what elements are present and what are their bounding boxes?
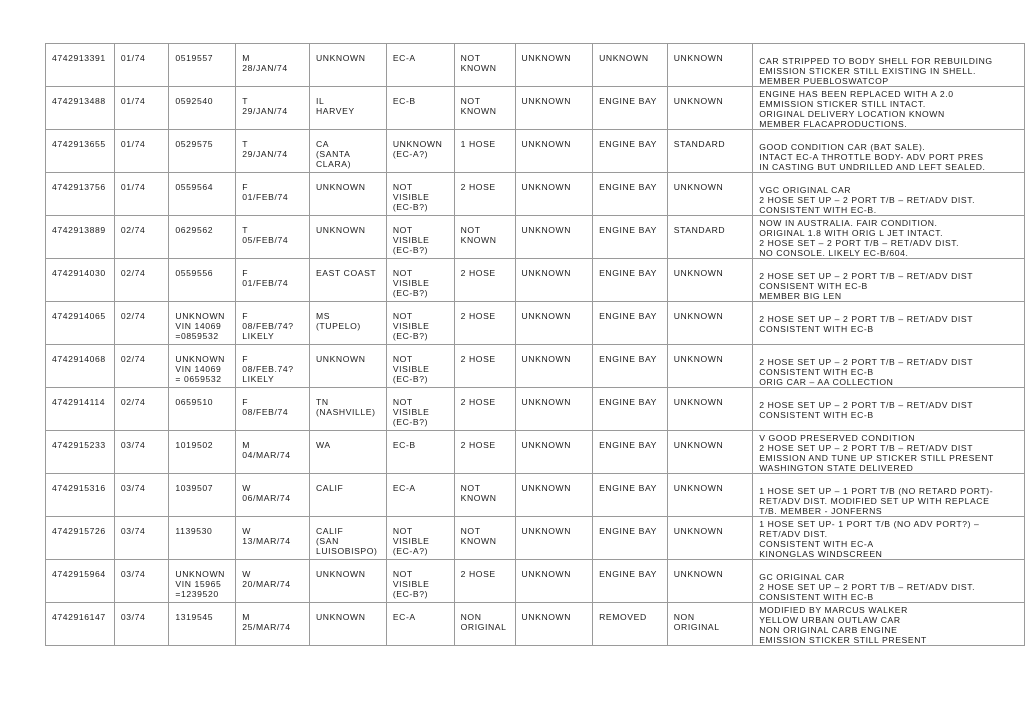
delivery-location-cell: TN (NASHVILLE) [309,388,386,431]
build-month-cell: 02/74 [114,345,169,388]
field-8-cell: UNKNOWN [515,431,593,474]
vacuum-hoses-cell: NOT KNOWN [454,87,515,130]
build-month-cell: 01/74 [114,87,169,130]
emission-control-cell: NOT VISIBLE (EC-B?) [386,259,454,302]
build-month-cell: 01/74 [114,130,169,173]
sticker-location-cell: ENGINE BAY [593,130,668,173]
body-number-cell: 1139530 [169,517,236,560]
notes-cell: 2 HOSE SET UP – 2 PORT T/B – RET/ADV DIST CONSISTENT WITH EC-B ORIG CAR – AA COLLECTION [753,345,1025,388]
delivery-location-cell: UNKNOWN [309,173,386,216]
build-month-cell: 01/74 [114,173,169,216]
vin-cell: 4742914030 [46,259,115,302]
vin-cell: 4742913655 [46,130,115,173]
field-10-cell: STANDARD [667,216,752,259]
body-number-cell: UNKNOWN VIN 15965 =1239520 [169,560,236,603]
notes-cell: 1 HOSE SET UP- 1 PORT T/B (NO ADV PORT?) – RET/ADV DIST. CONSISTENT WITH EC-A KINONGLAS WINDSCREEN [753,517,1025,560]
body-number-cell: UNKNOWN VIN 14069 = 0659532 [169,345,236,388]
table-row [46,130,1025,173]
vacuum-hoses-cell: 2 HOSE [454,302,515,345]
build-date-cell: M 04/MAR/74 [236,431,310,474]
emission-control-cell: NOT VISIBLE (EC-B?) [386,345,454,388]
delivery-location-cell: UNKNOWN [309,603,386,646]
sticker-location-cell: ENGINE BAY [593,216,668,259]
body-number-cell: 0519557 [169,44,236,87]
delivery-location-cell: UNKNOWN [309,216,386,259]
emission-control-cell: EC-B [386,431,454,474]
build-month-cell: 03/74 [114,431,169,474]
field-10-cell: UNKNOWN [667,474,752,517]
registry-table [45,43,1025,646]
build-month-cell: 02/74 [114,388,169,431]
sticker-location-cell: ENGINE BAY [593,560,668,603]
delivery-location-cell: UNKNOWN [309,560,386,603]
vacuum-hoses-cell: 2 HOSE [454,560,515,603]
build-month-cell: 03/74 [114,603,169,646]
field-8-cell: UNKNOWN [515,173,593,216]
delivery-location-cell: UNKNOWN [309,345,386,388]
build-date-cell: F 08/FEB.74? LIKELY [236,345,310,388]
field-10-cell: UNKNOWN [667,388,752,431]
sticker-location-cell: ENGINE BAY [593,173,668,216]
emission-control-cell: NOT VISIBLE (EC-B?) [386,302,454,345]
field-10-cell: STANDARD [667,130,752,173]
build-date-cell: T 29/JAN/74 [236,87,310,130]
notes-cell: 2 HOSE SET UP – 2 PORT T/B – RET/ADV DIST CONSISENT WITH EC-B MEMBER BIG LEN [753,259,1025,302]
build-date-cell: F 08/FEB/74 [236,388,310,431]
table-row [46,388,1025,431]
body-number-cell: 0592540 [169,87,236,130]
vacuum-hoses-cell: NOT KNOWN [454,216,515,259]
sticker-location-cell: ENGINE BAY [593,345,668,388]
notes-cell: VGC ORIGINAL CAR 2 HOSE SET UP – 2 PORT T/B – RET/ADV DIST. CONSISTENT WITH EC-B. [753,173,1025,216]
vacuum-hoses-cell: 2 HOSE [454,388,515,431]
vacuum-hoses-cell: NON ORIGINAL [454,603,515,646]
build-date-cell: T 29/JAN/74 [236,130,310,173]
body-number-cell: 1319545 [169,603,236,646]
field-10-cell: UNKNOWN [667,560,752,603]
build-date-cell: W 13/MAR/74 [236,517,310,560]
body-number-cell: 0559564 [169,173,236,216]
delivery-location-cell: IL HARVEY [309,87,386,130]
vin-cell: 4742915233 [46,431,115,474]
emission-control-cell: UNKNOWN (EC-A?) [386,130,454,173]
vin-cell: 4742913889 [46,216,115,259]
field-8-cell: UNKNOWN [515,302,593,345]
table-row [46,173,1025,216]
build-date-cell: F 08/FEB/74? LIKELY [236,302,310,345]
vacuum-hoses-cell: NOT KNOWN [454,517,515,560]
table-row [46,431,1025,474]
vin-cell: 4742913488 [46,87,115,130]
sticker-location-cell: ENGINE BAY [593,388,668,431]
build-month-cell: 02/74 [114,302,169,345]
vacuum-hoses-cell: 2 HOSE [454,345,515,388]
body-number-cell: 0559556 [169,259,236,302]
sticker-location-cell: ENGINE BAY [593,302,668,345]
emission-control-cell: EC-B [386,87,454,130]
field-8-cell: UNKNOWN [515,130,593,173]
field-8-cell: UNKNOWN [515,345,593,388]
table-row [46,302,1025,345]
sticker-location-cell: UNKNOWN [593,44,668,87]
field-8-cell: UNKNOWN [515,517,593,560]
body-number-cell: 1039507 [169,474,236,517]
field-10-cell: UNKNOWN [667,345,752,388]
emission-control-cell: EC-A [386,44,454,87]
build-month-cell: 01/74 [114,44,169,87]
notes-cell: 2 HOSE SET UP – 2 PORT T/B – RET/ADV DIST CONSISTENT WITH EC-B [753,302,1025,345]
build-month-cell: 02/74 [114,259,169,302]
vacuum-hoses-cell: 2 HOSE [454,259,515,302]
sticker-location-cell: ENGINE BAY [593,474,668,517]
notes-cell: ENGINE HAS BEEN REPLACED WITH A 2.0 EMMISSION STICKER STILL INTACT. ORIGINAL DELIVERY LOCATION KNOWN MEMBER FLACAPRODUCTIONS. [753,87,1025,130]
table-row [46,259,1025,302]
table-row [46,603,1025,646]
vin-cell: 4742914065 [46,302,115,345]
vacuum-hoses-cell: NOT KNOWN [454,474,515,517]
field-8-cell: UNKNOWN [515,259,593,302]
emission-control-cell: NOT VISIBLE (EC-B?) [386,216,454,259]
vin-cell: 4742916147 [46,603,115,646]
vin-cell: 4742915316 [46,474,115,517]
field-8-cell: UNKNOWN [515,474,593,517]
table-row [46,44,1025,87]
emission-control-cell: NOT VISIBLE (EC-B?) [386,173,454,216]
sticker-location-cell: ENGINE BAY [593,259,668,302]
emission-control-cell: EC-A [386,603,454,646]
vin-cell: 4742913391 [46,44,115,87]
body-number-cell: 0629562 [169,216,236,259]
vacuum-hoses-cell: 2 HOSE [454,431,515,474]
notes-cell: NOW IN AUSTRALIA. FAIR CONDITION. ORIGINAL 1.8 WITH ORIG L JET INTACT. 2 HOSE SET – 2 PORT T/B – RET/ADV DIST. NO CONSOLE. LIKELY EC-B/604. [753,216,1025,259]
field-10-cell: UNKNOWN [667,44,752,87]
build-month-cell: 03/74 [114,560,169,603]
build-date-cell: F 01/FEB/74 [236,173,310,216]
vin-cell: 4742914114 [46,388,115,431]
delivery-location-cell: EAST COAST [309,259,386,302]
field-8-cell: UNKNOWN [515,44,593,87]
field-10-cell: UNKNOWN [667,431,752,474]
build-date-cell: F 01/FEB/74 [236,259,310,302]
table-row [46,517,1025,560]
emission-control-cell: NOT VISIBLE (EC-A?) [386,517,454,560]
body-number-cell: 0659510 [169,388,236,431]
field-8-cell: UNKNOWN [515,603,593,646]
build-month-cell: 03/74 [114,517,169,560]
build-date-cell: W 06/MAR/74 [236,474,310,517]
build-month-cell: 02/74 [114,216,169,259]
vin-cell: 4742914068 [46,345,115,388]
table-row [46,560,1025,603]
notes-cell: 1 HOSE SET UP – 1 PORT T/B (NO RETARD PORT)- RET/ADV DIST. MODIFIED SET UP WITH REPLACE T/B. MEMBER - JONFERNS [753,474,1025,517]
table-row [46,345,1025,388]
notes-cell: 2 HOSE SET UP – 2 PORT T/B – RET/ADV DIST CONSISTENT WITH EC-B [753,388,1025,431]
sticker-location-cell: REMOVED [593,603,668,646]
notes-cell: GOOD CONDITION CAR (BAT SALE). INTACT EC-A THROTTLE BODY- ADV PORT PRES IN CASTING BUT UNDRILLED AND LEFT SEALED. [753,130,1025,173]
delivery-location-cell: CALIF [309,474,386,517]
vacuum-hoses-cell: 2 HOSE [454,173,515,216]
field-10-cell: UNKNOWN [667,517,752,560]
field-10-cell: UNKNOWN [667,87,752,130]
table-body [46,44,1025,646]
vin-cell: 4742913756 [46,173,115,216]
table-row [46,474,1025,517]
delivery-location-cell: WA [309,431,386,474]
field-8-cell: UNKNOWN [515,560,593,603]
table-row [46,87,1025,130]
table-row [46,216,1025,259]
body-number-cell: 1019502 [169,431,236,474]
field-8-cell: UNKNOWN [515,216,593,259]
emission-control-cell: NOT VISIBLE (EC-B?) [386,560,454,603]
build-month-cell: 03/74 [114,474,169,517]
field-10-cell: UNKNOWN [667,173,752,216]
sticker-location-cell: ENGINE BAY [593,517,668,560]
emission-control-cell: NOT VISIBLE (EC-B?) [386,388,454,431]
delivery-location-cell: CALIF (SAN LUISOBISPO) [309,517,386,560]
field-10-cell: UNKNOWN [667,302,752,345]
sticker-location-cell: ENGINE BAY [593,87,668,130]
vacuum-hoses-cell: NOT KNOWN [454,44,515,87]
body-number-cell: UNKNOWN VIN 14069 =0859532 [169,302,236,345]
field-8-cell: UNKNOWN [515,87,593,130]
body-number-cell: 0529575 [169,130,236,173]
notes-cell: MODIFIED BY MARCUS WALKER YELLOW URBAN OUTLAW CAR NON ORIGINAL CARB ENGINE EMISSION STICKER STILL PRESENT [753,603,1025,646]
vacuum-hoses-cell: 1 HOSE [454,130,515,173]
field-8-cell: UNKNOWN [515,388,593,431]
field-10-cell: NON ORIGINAL [667,603,752,646]
vin-cell: 4742915726 [46,517,115,560]
delivery-location-cell: MS (TUPELO) [309,302,386,345]
sticker-location-cell: ENGINE BAY [593,431,668,474]
notes-cell: GC ORIGINAL CAR 2 HOSE SET UP – 2 PORT T/B – RET/ADV DIST. CONSISTENT WITH EC-B [753,560,1025,603]
field-10-cell: UNKNOWN [667,259,752,302]
build-date-cell: T 05/FEB/74 [236,216,310,259]
notes-cell: V GOOD PRESERVED CONDITION 2 HOSE SET UP – 2 PORT T/B – RET/ADV DIST EMISSION AND TUNE UP STICKER STILL PRESENT WASHINGTON STATE DELIVERED [753,431,1025,474]
vin-cell: 4742915964 [46,560,115,603]
build-date-cell: W 20/MAR/74 [236,560,310,603]
build-date-cell: M 25/MAR/74 [236,603,310,646]
notes-cell: CAR STRIPPED TO BODY SHELL FOR REBUILDING EMISSION STICKER STILL EXISTING IN SHELL. MEMBER PUEBLOSWATCOP [753,44,1025,87]
emission-control-cell: EC-A [386,474,454,517]
delivery-location-cell: UNKNOWN [309,44,386,87]
build-date-cell: M 28/JAN/74 [236,44,310,87]
delivery-location-cell: CA (SANTA CLARA) [309,130,386,173]
